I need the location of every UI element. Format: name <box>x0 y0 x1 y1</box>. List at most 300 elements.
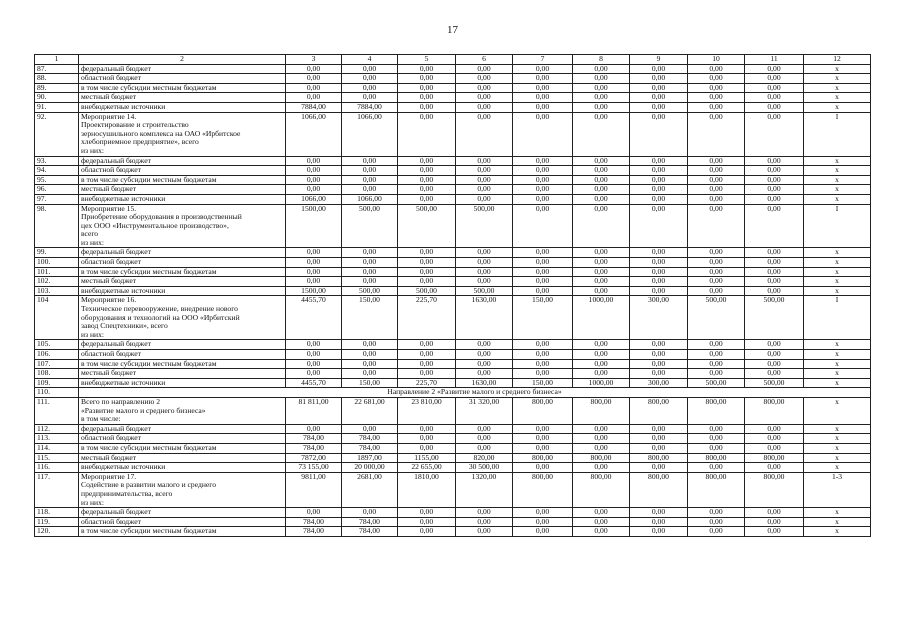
value-cell: 0,00 <box>398 248 456 258</box>
row-name: внебюджетные источники <box>79 286 286 296</box>
value-cell: 4455,70 <box>286 296 342 340</box>
value-cell: 0,00 <box>745 258 804 268</box>
value-cell: 784,00 <box>286 443 342 453</box>
row-number: 107. <box>35 359 79 369</box>
target-index-cell: x <box>804 258 871 268</box>
value-cell: 0,00 <box>573 443 630 453</box>
value-cell: 0,00 <box>398 83 456 93</box>
value-cell: 800,00 <box>745 397 804 424</box>
value-cell: 0,00 <box>745 286 804 296</box>
value-cell: 0,00 <box>630 424 688 434</box>
target-index-cell: x <box>804 166 871 176</box>
table-row <box>35 350 871 360</box>
value-cell: 0,00 <box>573 277 630 287</box>
table-row <box>35 185 871 195</box>
value-cell: 0,00 <box>630 83 688 93</box>
value-cell: 0,00 <box>573 175 630 185</box>
value-cell: 0,00 <box>456 102 513 112</box>
target-index-cell: x <box>804 517 871 527</box>
value-cell: 0,00 <box>573 267 630 277</box>
value-cell: 0,00 <box>398 350 456 360</box>
row-name: областной бюджет <box>79 166 286 176</box>
value-cell: 1155,00 <box>398 453 456 463</box>
table-row <box>35 277 871 287</box>
column-header: 9 <box>630 55 688 65</box>
value-cell: 0,00 <box>456 194 513 204</box>
value-cell: 0,00 <box>573 258 630 268</box>
table-row <box>35 83 871 93</box>
value-cell: 0,00 <box>745 64 804 74</box>
value-cell: 1000,00 <box>573 296 630 340</box>
value-cell: 0,00 <box>513 277 573 287</box>
value-cell: 0,00 <box>630 443 688 453</box>
value-cell: 0,00 <box>688 267 745 277</box>
value-cell: 0,00 <box>456 258 513 268</box>
value-cell: 0,00 <box>286 267 342 277</box>
row-name: федеральный бюджет <box>79 340 286 350</box>
value-cell: 0,00 <box>688 359 745 369</box>
row-name: в том числе субсидии местным бюджетам <box>79 175 286 185</box>
row-name: Всего по направлению 2 «Развитие малого и среднего бизнеса» в том числе: <box>79 397 286 424</box>
value-cell: 0,00 <box>745 204 804 248</box>
table-row <box>35 204 871 248</box>
value-cell: 0,00 <box>513 463 573 473</box>
value-cell: 0,00 <box>630 277 688 287</box>
value-cell: 0,00 <box>513 156 573 166</box>
value-cell: 0,00 <box>398 112 456 156</box>
target-index-cell: x <box>804 434 871 444</box>
value-cell: 0,00 <box>342 508 398 518</box>
row-number: 108. <box>35 369 79 379</box>
row-number: 92. <box>35 112 79 156</box>
value-cell: 300,00 <box>630 296 688 340</box>
value-cell: 0,00 <box>513 248 573 258</box>
value-cell: 0,00 <box>630 175 688 185</box>
value-cell: 0,00 <box>286 83 342 93</box>
value-cell: 0,00 <box>573 64 630 74</box>
row-name: в том числе субсидии местным бюджетам <box>79 527 286 537</box>
target-index-cell: x <box>804 463 871 473</box>
value-cell: 0,00 <box>456 83 513 93</box>
value-cell: 0,00 <box>745 166 804 176</box>
value-cell: 0,00 <box>745 112 804 156</box>
row-name: областной бюджет <box>79 258 286 268</box>
value-cell: 0,00 <box>398 102 456 112</box>
value-cell: 0,00 <box>573 286 630 296</box>
value-cell: 0,00 <box>286 156 342 166</box>
value-cell: 0,00 <box>286 340 342 350</box>
value-cell: 0,00 <box>342 369 398 379</box>
value-cell: 800,00 <box>745 472 804 507</box>
value-cell: 800,00 <box>745 453 804 463</box>
value-cell: 150,00 <box>342 296 398 340</box>
value-cell: 0,00 <box>456 443 513 453</box>
value-cell: 0,00 <box>456 112 513 156</box>
value-cell: 0,00 <box>513 527 573 537</box>
value-cell: 0,00 <box>745 102 804 112</box>
value-cell: 0,00 <box>342 277 398 287</box>
value-cell: 0,00 <box>513 267 573 277</box>
value-cell: 800,00 <box>630 397 688 424</box>
value-cell: 0,00 <box>513 102 573 112</box>
value-cell: 0,00 <box>286 166 342 176</box>
value-cell: 0,00 <box>630 112 688 156</box>
row-number: 111. <box>35 397 79 424</box>
row-number: 104 <box>35 296 79 340</box>
value-cell: 1897,00 <box>342 453 398 463</box>
value-cell: 4455,70 <box>286 378 342 388</box>
value-cell: 500,00 <box>456 286 513 296</box>
value-cell: 0,00 <box>630 156 688 166</box>
row-number: 100. <box>35 258 79 268</box>
value-cell: 800,00 <box>573 453 630 463</box>
value-cell: 0,00 <box>745 156 804 166</box>
row-number: 120. <box>35 527 79 537</box>
value-cell: 0,00 <box>745 369 804 379</box>
value-cell: 0,00 <box>745 93 804 103</box>
value-cell: 0,00 <box>688 527 745 537</box>
value-cell: 0,00 <box>513 434 573 444</box>
value-cell: 0,00 <box>573 156 630 166</box>
column-header: 3 <box>286 55 342 65</box>
value-cell: 0,00 <box>398 517 456 527</box>
value-cell: 0,00 <box>688 83 745 93</box>
value-cell: 0,00 <box>688 102 745 112</box>
value-cell: 0,00 <box>688 424 745 434</box>
value-cell: 0,00 <box>456 350 513 360</box>
row-number: 109. <box>35 378 79 388</box>
value-cell: 0,00 <box>342 248 398 258</box>
target-index-cell: I <box>804 204 871 248</box>
value-cell: 1810,00 <box>398 472 456 507</box>
table-row <box>35 424 871 434</box>
value-cell: 0,00 <box>456 93 513 103</box>
value-cell: 150,00 <box>513 296 573 340</box>
value-cell: 0,00 <box>688 185 745 195</box>
value-cell: 800,00 <box>688 453 745 463</box>
value-cell: 1500,00 <box>286 286 342 296</box>
value-cell: 800,00 <box>573 472 630 507</box>
value-cell: 0,00 <box>630 434 688 444</box>
value-cell: 1630,00 <box>456 296 513 340</box>
value-cell: 0,00 <box>342 359 398 369</box>
value-cell: 0,00 <box>573 166 630 176</box>
value-cell: 22 681,00 <box>342 397 398 424</box>
value-cell: 0,00 <box>398 340 456 350</box>
value-cell: 0,00 <box>342 156 398 166</box>
target-index-cell: x <box>804 185 871 195</box>
column-header: 10 <box>688 55 745 65</box>
value-cell: 7884,00 <box>342 102 398 112</box>
table-row <box>35 397 871 424</box>
row-name: местный бюджет <box>79 277 286 287</box>
target-index-cell: x <box>804 64 871 74</box>
value-cell: 0,00 <box>573 102 630 112</box>
value-cell: 0,00 <box>688 112 745 156</box>
value-cell: 30 500,00 <box>456 463 513 473</box>
value-cell: 0,00 <box>513 166 573 176</box>
section-heading: Направление 2 «Развитие малого и среднего бизнеса» <box>79 388 871 398</box>
value-cell: 0,00 <box>630 267 688 277</box>
table-row <box>35 369 871 379</box>
value-cell: 0,00 <box>513 175 573 185</box>
target-index-cell: x <box>804 286 871 296</box>
target-index-cell: x <box>804 267 871 277</box>
value-cell: 0,00 <box>342 340 398 350</box>
value-cell: 0,00 <box>688 463 745 473</box>
value-cell: 81 811,00 <box>286 397 342 424</box>
value-cell: 0,00 <box>688 248 745 258</box>
value-cell: 0,00 <box>342 93 398 103</box>
value-cell: 0,00 <box>573 434 630 444</box>
value-cell: 784,00 <box>286 517 342 527</box>
value-cell: 1500,00 <box>286 204 342 248</box>
row-number: 90. <box>35 93 79 103</box>
target-index-cell: 1-3 <box>804 472 871 507</box>
header-row <box>35 55 871 65</box>
value-cell: 0,00 <box>630 64 688 74</box>
value-cell: 0,00 <box>573 194 630 204</box>
value-cell: 0,00 <box>745 443 804 453</box>
column-header: 5 <box>398 55 456 65</box>
value-cell: 0,00 <box>630 359 688 369</box>
table-row <box>35 166 871 176</box>
value-cell: 7884,00 <box>286 102 342 112</box>
value-cell: 0,00 <box>513 185 573 195</box>
row-name: Мероприятие 16. Техническое перевооружение, внедрение нового оборудования и технологий на ООО «Ирбитский завод Спецтехники», всего из них: <box>79 296 286 340</box>
table-row <box>35 443 871 453</box>
value-cell: 0,00 <box>630 340 688 350</box>
value-cell: 0,00 <box>745 175 804 185</box>
value-cell: 0,00 <box>342 350 398 360</box>
row-number: 96. <box>35 185 79 195</box>
value-cell: 0,00 <box>513 286 573 296</box>
value-cell: 500,00 <box>745 296 804 340</box>
table-row <box>35 194 871 204</box>
value-cell: 0,00 <box>745 277 804 287</box>
table-row <box>35 156 871 166</box>
value-cell: 0,00 <box>398 74 456 84</box>
value-cell: 0,00 <box>745 194 804 204</box>
value-cell: 0,00 <box>286 185 342 195</box>
row-number: 112. <box>35 424 79 434</box>
value-cell: 0,00 <box>286 93 342 103</box>
value-cell: 0,00 <box>456 74 513 84</box>
row-number: 102. <box>35 277 79 287</box>
row-name: в том числе субсидии местным бюджетам <box>79 443 286 453</box>
value-cell: 20 000,00 <box>342 463 398 473</box>
table-row <box>35 359 871 369</box>
target-index-cell: x <box>804 378 871 388</box>
table-row <box>35 258 871 268</box>
row-name: в том числе субсидии местным бюджетам <box>79 359 286 369</box>
row-name: федеральный бюджет <box>79 248 286 258</box>
row-number: 89. <box>35 83 79 93</box>
target-index-cell: x <box>804 350 871 360</box>
value-cell: 1066,00 <box>286 194 342 204</box>
row-number: 88. <box>35 74 79 84</box>
value-cell: 0,00 <box>630 350 688 360</box>
target-index-cell: x <box>804 397 871 424</box>
value-cell: 500,00 <box>688 378 745 388</box>
value-cell: 0,00 <box>456 175 513 185</box>
value-cell: 0,00 <box>286 248 342 258</box>
column-header: 2 <box>79 55 286 65</box>
value-cell: 0,00 <box>513 350 573 360</box>
value-cell: 0,00 <box>688 350 745 360</box>
value-cell: 0,00 <box>398 194 456 204</box>
value-cell: 0,00 <box>456 517 513 527</box>
row-number: 94. <box>35 166 79 176</box>
value-cell: 0,00 <box>513 74 573 84</box>
row-name: внебюджетные источники <box>79 463 286 473</box>
value-cell: 0,00 <box>688 258 745 268</box>
value-cell: 0,00 <box>456 267 513 277</box>
target-index-cell: I <box>804 112 871 156</box>
value-cell: 300,00 <box>630 378 688 388</box>
row-name: в том числе субсидии местным бюджетам <box>79 267 286 277</box>
value-cell: 0,00 <box>342 64 398 74</box>
value-cell: 784,00 <box>286 527 342 537</box>
value-cell: 0,00 <box>456 64 513 74</box>
value-cell: 0,00 <box>630 248 688 258</box>
value-cell: 23 810,00 <box>398 397 456 424</box>
value-cell: 0,00 <box>688 74 745 84</box>
value-cell: 0,00 <box>630 517 688 527</box>
value-cell: 225,70 <box>398 296 456 340</box>
value-cell: 800,00 <box>630 453 688 463</box>
value-cell: 0,00 <box>573 424 630 434</box>
value-cell: 784,00 <box>342 527 398 537</box>
value-cell: 0,00 <box>398 93 456 103</box>
value-cell: 0,00 <box>456 369 513 379</box>
row-number: 98. <box>35 204 79 248</box>
value-cell: 0,00 <box>398 527 456 537</box>
value-cell: 0,00 <box>286 508 342 518</box>
value-cell: 0,00 <box>688 277 745 287</box>
row-number: 87. <box>35 64 79 74</box>
value-cell: 500,00 <box>342 286 398 296</box>
value-cell: 0,00 <box>630 74 688 84</box>
column-header: 11 <box>745 55 804 65</box>
value-cell: 1000,00 <box>573 378 630 388</box>
value-cell: 0,00 <box>342 185 398 195</box>
value-cell: 0,00 <box>630 93 688 103</box>
target-index-cell: x <box>804 102 871 112</box>
table-row <box>35 175 871 185</box>
value-cell: 0,00 <box>573 359 630 369</box>
value-cell: 0,00 <box>286 258 342 268</box>
row-name: местный бюджет <box>79 93 286 103</box>
value-cell: 0,00 <box>456 527 513 537</box>
value-cell: 0,00 <box>745 463 804 473</box>
value-cell: 0,00 <box>573 350 630 360</box>
table-row <box>35 508 871 518</box>
value-cell: 0,00 <box>342 258 398 268</box>
value-cell: 0,00 <box>286 350 342 360</box>
value-cell: 1320,00 <box>456 472 513 507</box>
value-cell: 0,00 <box>456 166 513 176</box>
value-cell: 0,00 <box>688 434 745 444</box>
value-cell: 0,00 <box>456 277 513 287</box>
column-header: 6 <box>456 55 513 65</box>
value-cell: 0,00 <box>342 74 398 84</box>
value-cell: 0,00 <box>688 156 745 166</box>
value-cell: 0,00 <box>456 424 513 434</box>
column-header: 7 <box>513 55 573 65</box>
value-cell: 0,00 <box>286 175 342 185</box>
value-cell: 0,00 <box>688 175 745 185</box>
value-cell: 0,00 <box>745 359 804 369</box>
row-number: 118. <box>35 508 79 518</box>
value-cell: 0,00 <box>630 527 688 537</box>
value-cell: 0,00 <box>456 248 513 258</box>
value-cell: 0,00 <box>573 517 630 527</box>
value-cell: 1066,00 <box>286 112 342 156</box>
value-cell: 0,00 <box>398 424 456 434</box>
value-cell: 0,00 <box>688 93 745 103</box>
value-cell: 0,00 <box>573 74 630 84</box>
value-cell: 0,00 <box>286 369 342 379</box>
table-row <box>35 472 871 507</box>
target-index-cell: x <box>804 93 871 103</box>
table-row <box>35 64 871 74</box>
value-cell: 0,00 <box>688 443 745 453</box>
value-cell: 0,00 <box>513 83 573 93</box>
value-cell: 800,00 <box>513 472 573 507</box>
table-row <box>35 296 871 340</box>
target-index-cell: x <box>804 443 871 453</box>
value-cell: 0,00 <box>513 424 573 434</box>
value-cell: 0,00 <box>513 359 573 369</box>
table-row <box>35 102 871 112</box>
row-name: местный бюджет <box>79 369 286 379</box>
value-cell: 0,00 <box>286 424 342 434</box>
value-cell: 0,00 <box>398 267 456 277</box>
value-cell: 0,00 <box>573 463 630 473</box>
value-cell: 0,00 <box>745 517 804 527</box>
value-cell: 0,00 <box>513 369 573 379</box>
value-cell: 0,00 <box>513 443 573 453</box>
target-index-cell: x <box>804 74 871 84</box>
row-name: внебюджетные источники <box>79 102 286 112</box>
value-cell: 0,00 <box>630 194 688 204</box>
row-number: 110. <box>35 388 79 398</box>
value-cell: 0,00 <box>573 93 630 103</box>
table-row <box>35 434 871 444</box>
value-cell: 0,00 <box>513 340 573 350</box>
value-cell: 0,00 <box>286 277 342 287</box>
table-body <box>35 64 871 536</box>
value-cell: 0,00 <box>573 369 630 379</box>
value-cell: 0,00 <box>573 112 630 156</box>
value-cell: 0,00 <box>745 527 804 537</box>
value-cell: 0,00 <box>398 359 456 369</box>
value-cell: 7872,00 <box>286 453 342 463</box>
value-cell: 0,00 <box>513 204 573 248</box>
target-index-cell: x <box>804 453 871 463</box>
row-number: 101. <box>35 267 79 277</box>
value-cell: 0,00 <box>573 185 630 195</box>
row-number: 97. <box>35 194 79 204</box>
row-name: федеральный бюджет <box>79 508 286 518</box>
row-name: местный бюджет <box>79 453 286 463</box>
row-number: 99. <box>35 248 79 258</box>
value-cell: 1066,00 <box>342 112 398 156</box>
row-name: областной бюджет <box>79 517 286 527</box>
value-cell: 0,00 <box>398 258 456 268</box>
column-header: 12 <box>804 55 871 65</box>
